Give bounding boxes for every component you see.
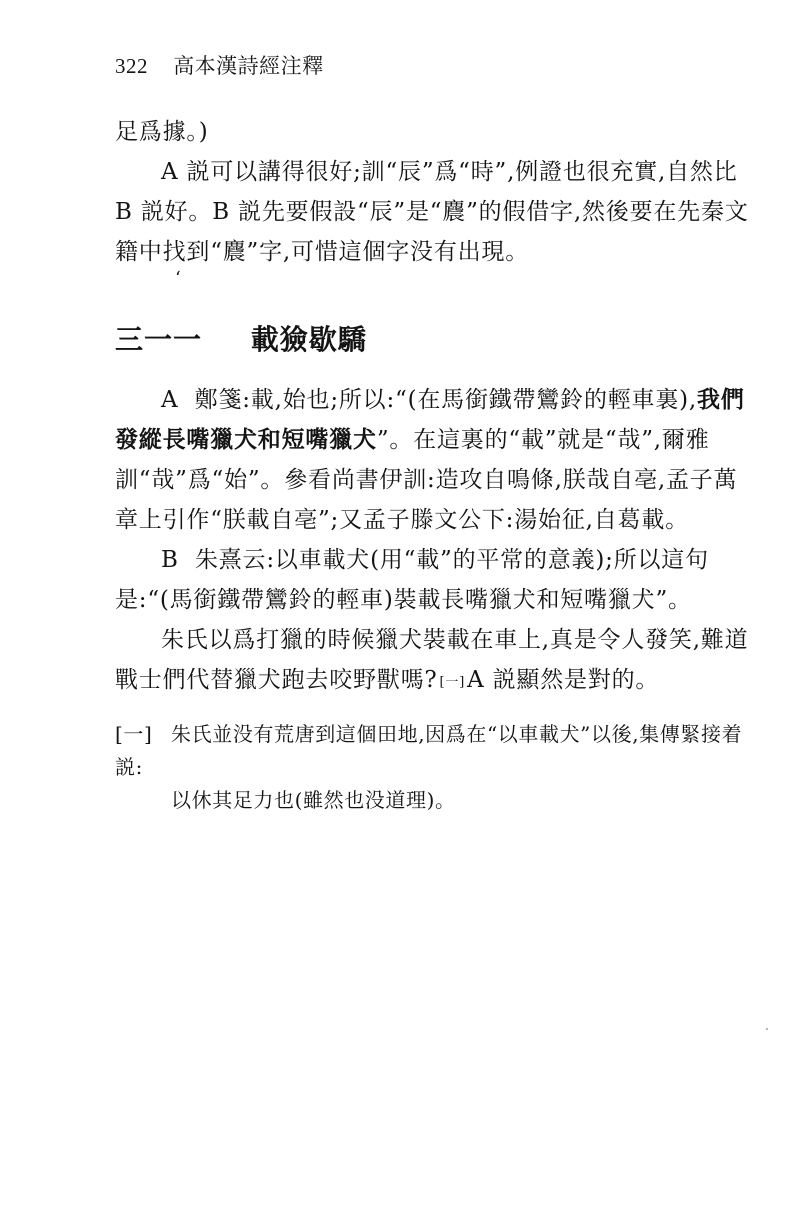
section-body bbox=[115, 380, 755, 703]
footnote bbox=[115, 718, 765, 817]
footnote-line-1-text: 朱氏並没有荒唐到這個田地,因爲在“以車載犬”以後,集傳緊接着説: bbox=[115, 722, 743, 779]
section-number: 三一一 bbox=[115, 323, 203, 356]
closing-paragraph-fragment: 足爲據。) bbox=[115, 119, 209, 145]
interpretation-a-bold-translation: 我們發縱長嘴獵犬和短嘴獵犬 bbox=[115, 387, 745, 453]
footnote-reference: [一] bbox=[439, 675, 466, 690]
page-number: 322 bbox=[115, 54, 148, 78]
footnote-mark: [一] bbox=[115, 722, 153, 746]
stray-mark: ‘ bbox=[175, 268, 181, 289]
book-title: 高本漢詩經注釋 bbox=[173, 54, 324, 78]
interpretation-a-paragraph bbox=[115, 380, 755, 540]
interpretation-b-label: B bbox=[161, 547, 179, 573]
interpretation-b-text: 朱熹云:以車載犬(用“載”的平常的意義);所以這句是:“(馬銜鐵帶鸞鈴的輕車)裝載長嘴獵犬和短嘴獵犬”。 bbox=[115, 547, 709, 613]
footnote-line-2: 以休其足力也(雖然也没道理)。 bbox=[171, 788, 456, 812]
section-title-text: 載獫歇驕 bbox=[250, 323, 367, 356]
footnote-line-1 bbox=[115, 718, 765, 784]
conclusion-text-start: 朱氏以爲打獵的時候獵犬裝載在車上,真是令人發笑,難道戰士們代替獵犬跑去咬野獸嗎? bbox=[115, 627, 749, 693]
interpretation-a-text-start: 鄭箋:載,始也;所以:“(在馬銜鐵帶鸞鈴的輕車裏), bbox=[194, 387, 698, 413]
scan-speck bbox=[766, 1028, 768, 1030]
interpretation-b-paragraph bbox=[115, 540, 755, 620]
conclusion-paragraph bbox=[115, 620, 755, 703]
conclusion-text-end: A 説顯然是對的。 bbox=[467, 667, 660, 693]
running-header bbox=[115, 50, 324, 80]
interpretation-a-text-end: ”。在這裏的“載”就是“哉”,爾雅訓“哉”爲“始”。參看尚書伊訓:造攻自鳴條,朕哉自亳,孟子萬章上引作“朕載自亳”;又孟子滕文公下:湯始征,自葛載。 bbox=[115, 427, 738, 533]
section-heading bbox=[115, 318, 367, 358]
interpretation-a-label: A bbox=[161, 387, 179, 413]
evaluation-paragraph: A 説可以講得很好;訓“辰”爲“時”,例證也很充實,自然比 B 説好。B 説先要假設“辰”是“麎”的假借字,然後要在先秦文籍中找到“麎”字,可惜這個字没有出現。 bbox=[115, 159, 749, 265]
opening-text bbox=[115, 112, 755, 272]
